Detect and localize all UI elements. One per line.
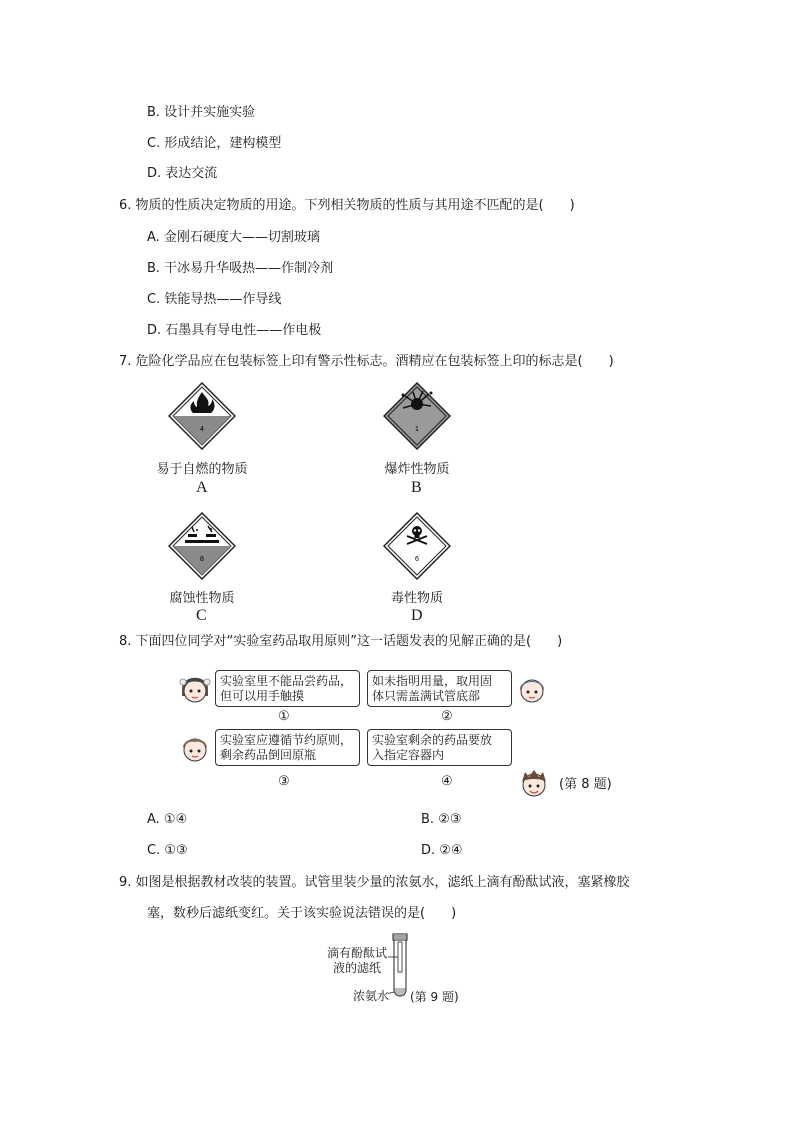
q6-option-b: B. 干冰易升华吸热——作制冷剂 <box>147 261 334 276</box>
sign-c-number: 8 <box>200 556 204 563</box>
sign-b-number: 1 <box>415 426 419 433</box>
q6-option-c: C. 铁能导热——作导线 <box>147 292 282 307</box>
speech-bubble-3 <box>215 729 360 766</box>
bubble-1-line2: 但可以用手触摸 <box>220 689 305 703</box>
student-face-4 <box>517 766 551 802</box>
sign-a-caption: 易于自燃的物质 <box>156 462 248 477</box>
bubble-1-line1: 实验室里不能品尝药品， <box>220 674 353 688</box>
bubble-3-line1: 实验室应遵循节约原则， <box>220 733 353 747</box>
q7-stem: 7. 危险化学品应在包装标签上印有警示性标志。酒精应在包装标签上印的标志是( ) <box>119 354 614 369</box>
hazard-sign-b <box>383 382 451 450</box>
q8-stem: 8. 下面四位同学对“实验室药品取用原则”这一话题发表的见解正确的是( ) <box>119 634 563 649</box>
q5-option-c: C. 形成结论，建构模型 <box>147 136 282 151</box>
student-face-2 <box>515 672 549 708</box>
q5-option-d: D. 表达交流 <box>147 166 218 181</box>
bubble-2-line1: 如未指明用量，取用固 <box>372 674 493 688</box>
q9-stem-line1: 9. 如图是根据教材改装的装置。试管里装少量的浓氨水，滤纸上滴有酚酞试液，塞紧橡胶 <box>119 875 630 890</box>
hazard-sign-a <box>168 382 236 450</box>
q8-option-c: C. ①③ <box>147 843 188 858</box>
bubble-2-line2: 体只需盖满试管底部 <box>372 689 481 703</box>
q9-figure-caption: (第 9 题) <box>410 990 459 1004</box>
label-filter-paper-1: 滴有酚酞试 <box>327 946 388 960</box>
q8-option-d: D. ②④ <box>421 843 463 858</box>
q5-option-b: B. 设计并实施实验 <box>147 105 256 120</box>
bubble-3-line2: 剩余药品倒回原瓶 <box>220 748 317 762</box>
q6-option-a: A. 金刚石硬度大——切割玻璃 <box>147 230 320 245</box>
sign-d-caption: 毒性物质 <box>390 591 443 606</box>
hazard-sign-c <box>168 512 236 580</box>
q8-option-a: A. ①④ <box>147 812 188 827</box>
label-ammonia: 浓氨水 <box>353 989 390 1003</box>
bubble-2-number: ② <box>441 709 453 724</box>
q8-option-b: B. ②③ <box>421 812 462 827</box>
sign-b-caption: 爆炸性物质 <box>384 462 450 477</box>
sign-d-letter: D <box>411 607 423 624</box>
label-filter-paper-2: 液的滤纸 <box>333 961 382 975</box>
sign-c-letter: C <box>196 607 207 624</box>
student-face-3 <box>178 731 212 767</box>
bubble-4-line2: 入指定容器内 <box>372 748 445 762</box>
speech-bubble-1 <box>215 670 360 707</box>
q6-option-d: D. 石墨具有导电性——作电极 <box>147 323 322 338</box>
q6-stem: 6. 物质的性质决定物质的用途。下列相关物质的性质与其用途不匹配的是( ) <box>119 198 575 213</box>
sign-d-number: 6 <box>415 556 419 563</box>
bubble-4-line1: 实验室剩余的药品要放 <box>372 733 493 747</box>
sign-a-letter: A <box>196 479 208 496</box>
bubble-1-number: ① <box>278 709 290 724</box>
q8-figure-caption: (第 8 题) <box>559 777 612 792</box>
sign-b-letter: B <box>411 479 422 496</box>
student-face-1 <box>178 672 212 708</box>
sign-a-number: 4 <box>200 426 204 433</box>
speech-bubble-2 <box>367 670 512 707</box>
hazard-sign-d <box>383 512 451 580</box>
speech-bubble-4 <box>367 729 512 766</box>
bubble-3-number: ③ <box>278 774 290 789</box>
sign-c-caption: 腐蚀性物质 <box>169 591 235 606</box>
bubble-4-number: ④ <box>441 774 453 789</box>
q9-stem-line2: 塞，数秒后滤纸变红。关于该实验说法错误的是( ) <box>147 906 457 921</box>
